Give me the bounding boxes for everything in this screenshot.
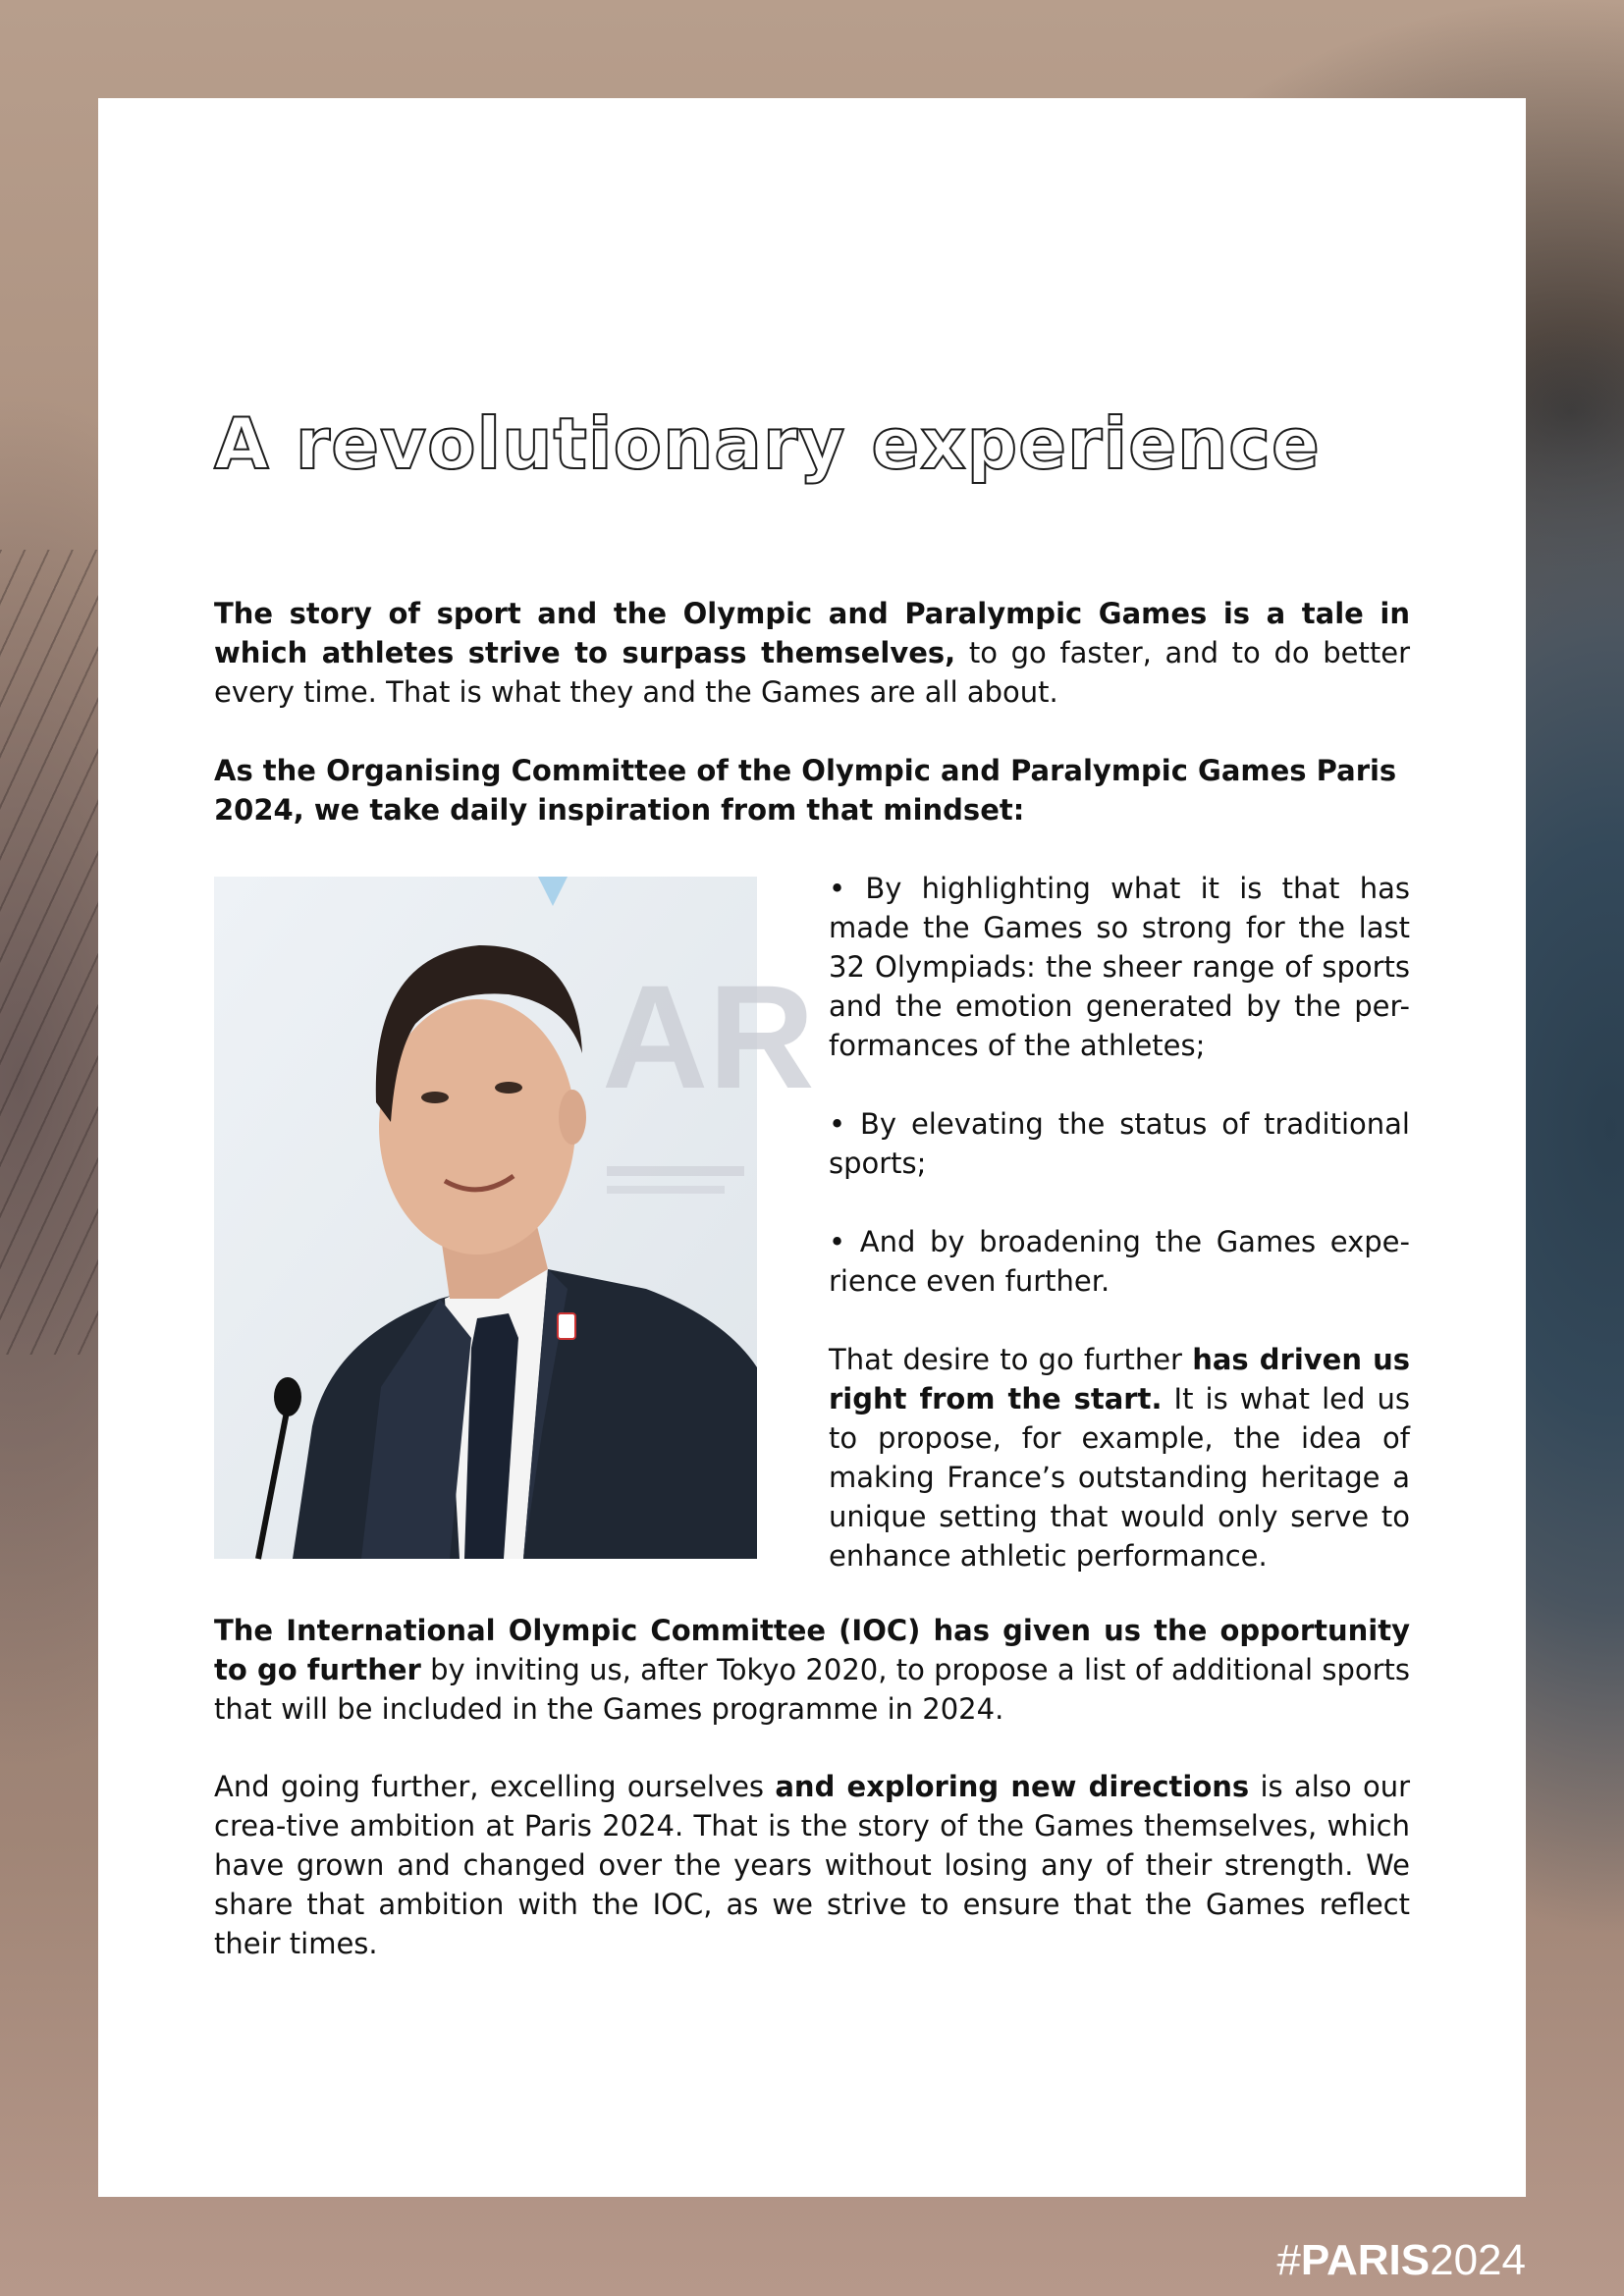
svg-text:AR: AR: [602, 954, 815, 1119]
hashtag-year: 2024: [1430, 2236, 1526, 2284]
committee-bold: As the Organising Committee of the Olympic and Paralympic Games Paris 2024, we take daily inspiration from that mindset:: [214, 754, 1397, 827]
hashtag-paris: PARIS: [1300, 2236, 1431, 2284]
paris2024-hashtag: [1276, 2236, 1526, 2285]
document-page: [98, 98, 1526, 2197]
intro-paragraph: [214, 594, 1410, 712]
portrait-illustration: [214, 877, 815, 1559]
right-column: [829, 869, 1410, 1615]
further-paragraph: [214, 1767, 1410, 1963]
further-bold: and exploring new directions: [775, 1770, 1250, 1803]
ioc-rest: by inviting us, after Tokyo 2020, to propose a list of additional sports that will be included in the Games programme in 2024.: [214, 1653, 1411, 1726]
intro-rest: to go faster, and to do better every time. That is what they and the Games are all about.: [214, 636, 1410, 709]
bullet-item: • By highlighting what it is that has made the Games so strong for the last 32 Olympiads: the sheer range of sports and the emotion generated by the per-formances of the athletes;: [829, 872, 1410, 1062]
bullet-item: • By elevating the status of traditional sports;: [829, 1107, 1410, 1180]
portrait-photo: [214, 877, 815, 1559]
desire-pre: That desire to go further: [829, 1343, 1193, 1376]
desire-paragraph: [829, 1340, 1410, 1575]
background-eye-photo: [0, 550, 98, 1355]
further-pre: And going further, excelling ourselves: [214, 1770, 776, 1803]
ioc-bold: The International Olympic Committee (IOC) has given us the opportunity to go further: [214, 1614, 1410, 1686]
ioc-paragraph: [214, 1611, 1410, 1729]
committee-paragraph: [214, 751, 1410, 829]
desire-rest: It is what led us to propose, for example, the idea of making France’s outstanding heritage a unique setting that would only serve to enhance athletic performance.: [829, 1382, 1410, 1573]
intro-bold: The story of sport and the Olympic and Paralympic Games is a tale in which athletes strive to surpass themselves,: [214, 597, 1410, 669]
bullet-item: • And by broadening the Games expe-rience even further.: [829, 1225, 1410, 1298]
desire-bold: has driven us right from the start.: [829, 1343, 1410, 1415]
further-rest: is also our crea-tive ambition at Paris 2024. That is the story of the Games themselves, which have grown and changed over the years without losing any of their strength. We share that ambition with the IOC, as we strive to ensure that the Games reflect their times.: [214, 1770, 1411, 1960]
page-title: A revolutionary experience: [214, 402, 1321, 485]
hashtag-symbol: #: [1276, 2236, 1301, 2284]
